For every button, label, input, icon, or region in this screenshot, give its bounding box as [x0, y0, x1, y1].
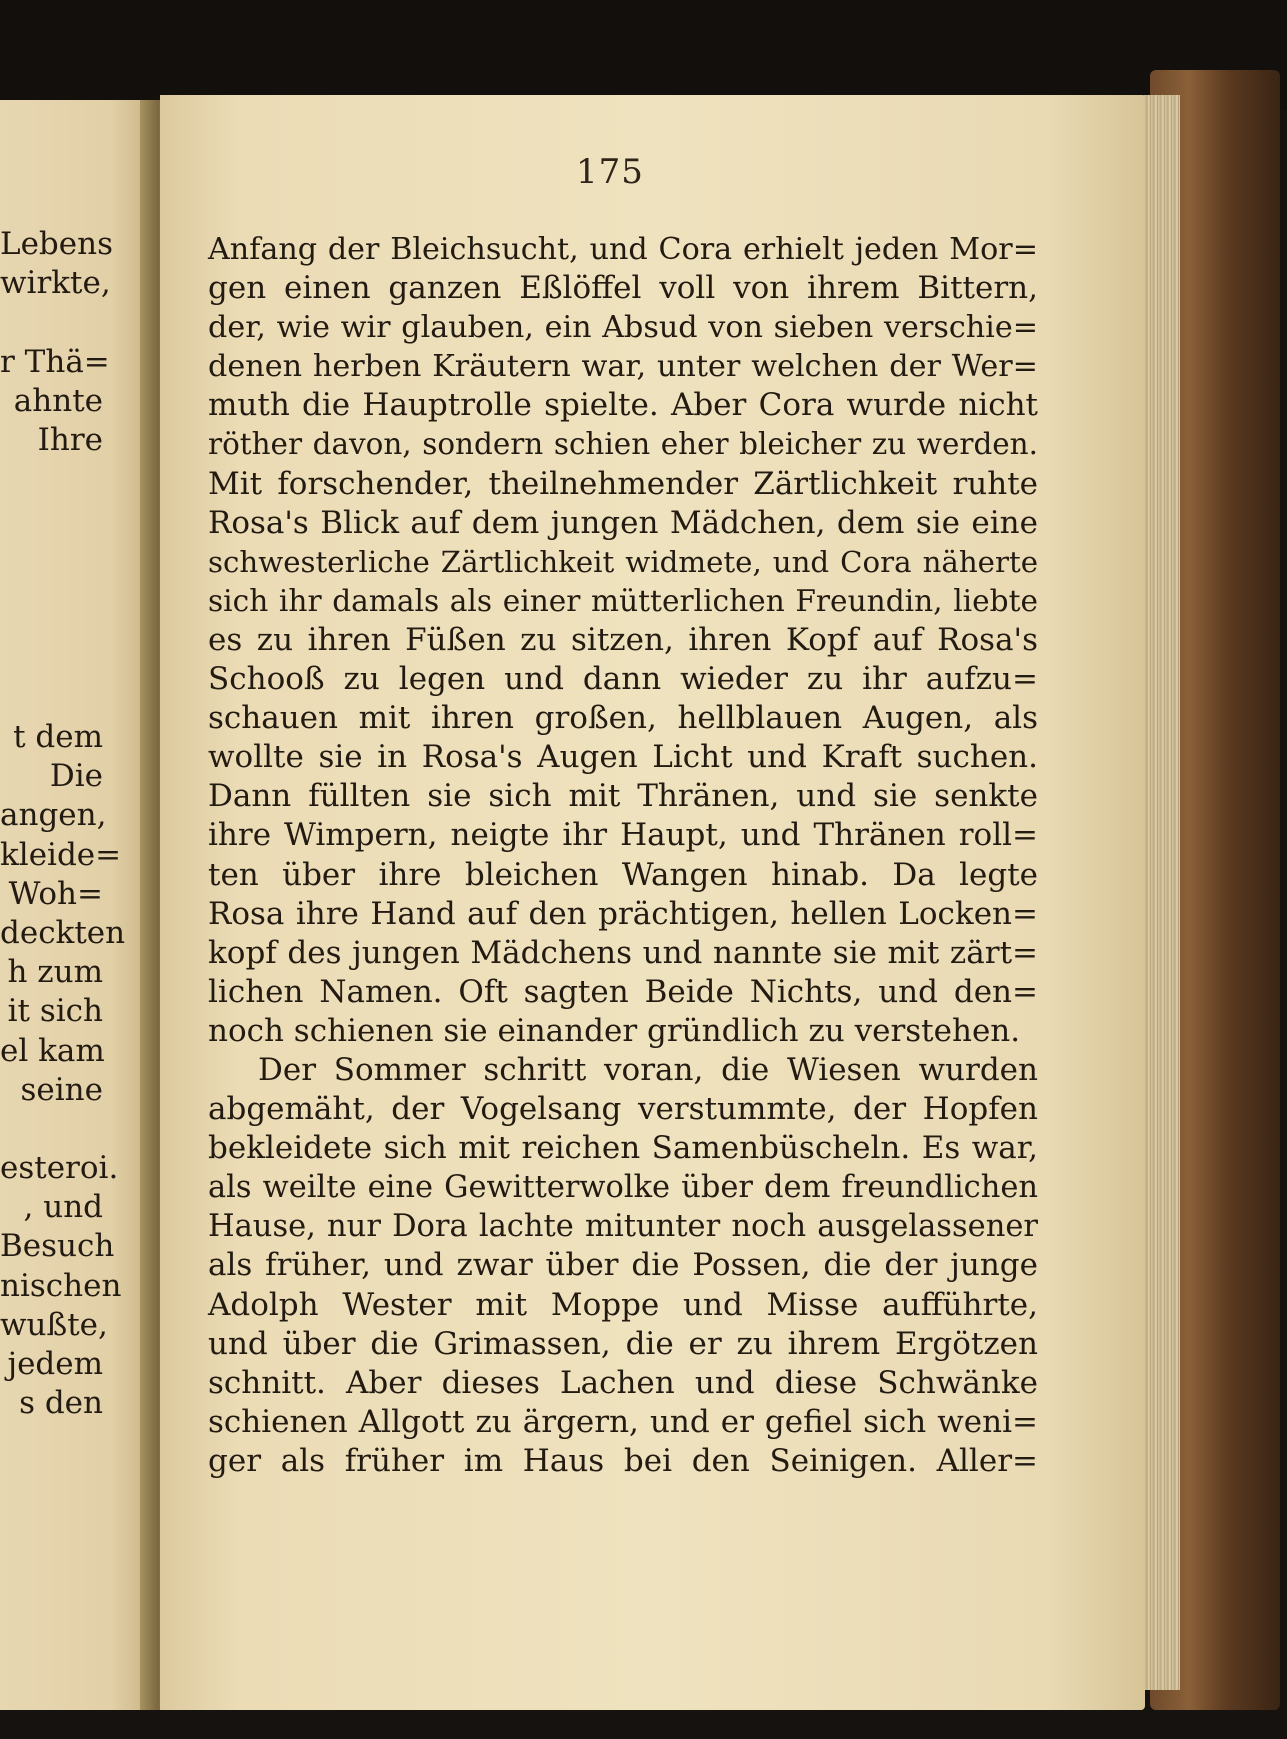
text-line: Adolph Wester mit Moppe und Misse aufführte,	[208, 1286, 1038, 1323]
text-line: Schooß zu legen und dann wieder zu ihr aufzu=	[208, 661, 1038, 698]
left-line	[0, 303, 103, 342]
left-line: r Thä=	[0, 343, 110, 380]
left-line: jedem	[7, 1346, 103, 1382]
text-line: lichen Namen. Oft sagten Beide Nichts, und den=	[208, 973, 1038, 1010]
text-line: Dann füllten sie sich mit Thränen, und sie senkte	[208, 778, 1038, 815]
text-line: der, wie wir glauben, ein Absud von sieben verschie=	[208, 310, 1038, 346]
text-line: als früher, und zwar über die Possen, die der junge	[208, 1247, 1038, 1284]
left-line: kleide=	[0, 836, 122, 873]
left-line: Ihre	[37, 421, 103, 458]
text-line: bekleidete sich mit reichen Samenbüscheln. Es war,	[208, 1130, 1038, 1167]
text-line: Mit forschender, theilnehmender Zärtlichkeit ruhte	[208, 465, 1038, 502]
left-page-text-bottom	[0, 718, 126, 1423]
left-line: el kam	[0, 1032, 105, 1069]
text-line: Rosa's Blick auf dem jungen Mädchen, dem sie eine	[208, 504, 1038, 541]
background	[0, 0, 1287, 110]
left-line: esteroi.	[0, 1150, 119, 1187]
left-line: deckten	[0, 914, 126, 951]
left-line	[0, 1110, 103, 1149]
left-line: wirkte,	[0, 265, 111, 302]
text-line: Der Sommer schritt voran, die Wiesen wurden	[258, 1051, 1038, 1088]
text-line: gen einen ganzen Eßlöffel voll von ihrem Bittern,	[208, 270, 1038, 307]
left-line: wußte,	[0, 1306, 108, 1343]
page-body	[208, 230, 1038, 1481]
text-line: es zu ihren Füßen zu sitzen, ihren Kopf auf Rosa's	[208, 621, 1038, 658]
left-line: s den	[19, 1385, 103, 1422]
left-line: , und	[23, 1189, 103, 1226]
left-line: it sich	[7, 993, 103, 1030]
text-line: schienen Allgott zu ärgern, und er gefiel sich weni=	[208, 1403, 1038, 1440]
text-line: Hause, nur Dora lachte mitunter noch ausgelassener	[208, 1209, 1038, 1245]
left-page-text-top	[0, 225, 113, 460]
left-line: h zum	[7, 954, 103, 991]
left-line: ahnte	[13, 382, 103, 419]
text-line: kopf des jungen Mädchens und nannte sie mit zärt=	[208, 934, 1038, 971]
text-line: schnitt. Aber dieses Lachen und diese Schwänke	[208, 1364, 1038, 1401]
left-line: Die	[49, 758, 103, 795]
text-line: Rosa ihre Hand auf den prächtigen, hellen Locken=	[208, 895, 1038, 932]
text-line: denen herben Kräutern war, unter welchen der Wer=	[208, 349, 1038, 385]
left-line: nischen	[0, 1267, 122, 1304]
text-line: ten über ihre bleichen Wangen hinab. Da legte	[208, 856, 1038, 893]
text-line: ihre Wimpern, neigte ihr Haupt, und Thränen roll=	[208, 817, 1038, 854]
text-line: sich ihr damals als einer mütterlichen Freundin, liebte	[208, 583, 1038, 618]
page-number: 175	[576, 152, 644, 192]
left-line: Lebens	[0, 226, 113, 262]
left-page	[0, 100, 158, 1710]
text-line: röther davon, sondern schien eher bleicher zu werden.	[208, 427, 1038, 462]
text-line: ger als früher im Haus bei den Seinigen. Aller=	[208, 1442, 1038, 1479]
text-line: als weilte eine Gewitterwolke über dem freundlichen	[208, 1170, 1038, 1206]
text-line: Anfang der Bleichsucht, und Cora erhielt jeden Mor=	[208, 232, 1038, 267]
text-line: schauen mit ihren großen, hellblauen Augen, als	[208, 700, 1038, 737]
left-line: Woh=	[8, 875, 103, 912]
left-line: Besuch	[0, 1228, 115, 1265]
text-line: und über die Grimassen, die er zu ihrem Ergötzen	[208, 1325, 1038, 1362]
left-line: angen,	[0, 797, 107, 834]
left-line: seine	[20, 1071, 103, 1108]
left-line: t dem	[13, 719, 103, 755]
text-line: muth die Hauptrolle spielte. Aber Cora wurde nicht	[208, 387, 1038, 424]
text-line: schwesterliche Zärtlichkeit widmete, und Cora näherte	[208, 544, 1038, 579]
text-line: abgemäht, der Vogelsang verstummte, der Hopfen	[208, 1091, 1038, 1128]
text-line: wollte sie in Rosa's Augen Licht und Kraft suchen.	[208, 739, 1038, 776]
text-line: noch schienen sie einander gründlich zu verstehen.	[208, 1012, 1021, 1049]
